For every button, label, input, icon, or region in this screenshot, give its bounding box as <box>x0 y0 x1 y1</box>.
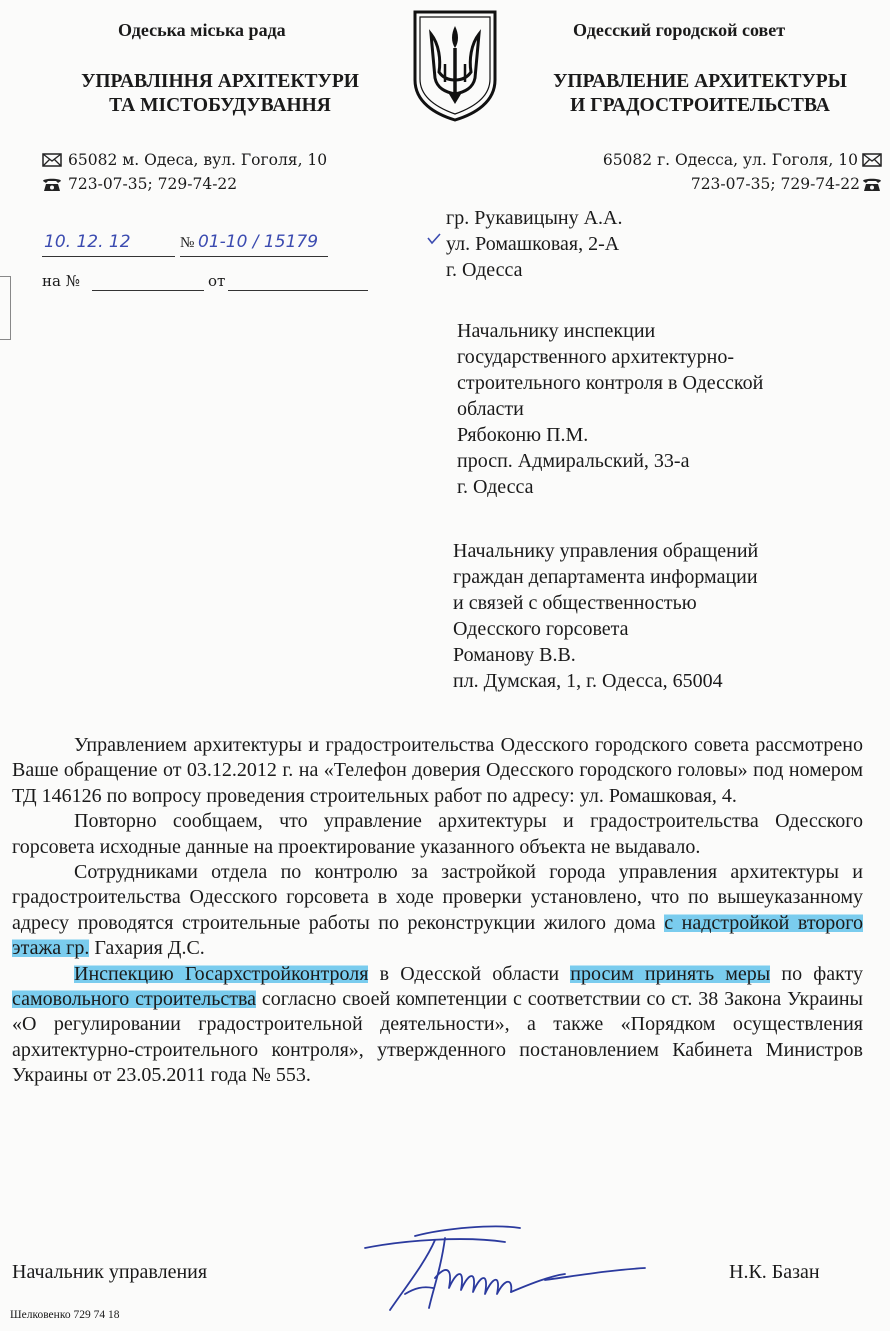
paragraph-4-text-b: по факту <box>770 962 864 985</box>
paragraph-3-text-b: Гахария Д.С. <box>89 937 205 960</box>
envelope-icon <box>42 153 62 167</box>
recipient-3-line: граждан департамента информации <box>453 566 758 588</box>
right-department-line1: УПРАВЛЕНИЕ АРХИТЕКТУРЫ <box>553 71 847 92</box>
recipient-3-line: Начальнику управления обращений <box>453 540 759 562</box>
recipient-2-line: области <box>457 398 524 420</box>
recipient-2-line: г. Одесса <box>457 476 534 498</box>
registration-date: 10. 12. 12 <box>44 232 131 252</box>
executor-note: Шелковенко 729 74 18 <box>10 1309 120 1321</box>
recipient-2-line: просп. Адмиральский, 33-а <box>457 450 690 472</box>
telephone-icon <box>862 177 882 192</box>
registration-number: 01-10 / 15179 <box>198 232 319 252</box>
envelope-icon <box>862 153 882 167</box>
highlighted-text: просим принять меры <box>570 962 771 985</box>
reference-line <box>42 272 328 294</box>
check-mark <box>427 232 441 250</box>
registration-number-line <box>180 232 328 257</box>
handwritten-signature <box>345 1218 665 1323</box>
coat-of-arms-trident <box>411 8 499 127</box>
right-phones: 723-07-35; 729-74-22 <box>690 175 860 193</box>
reference-date-blank <box>228 290 368 291</box>
recipient-1-line: гр. Рукавицыну А.А. <box>446 207 623 229</box>
recipient-2-line: государственного архитектурно- <box>457 346 735 368</box>
highlighted-text: самовольного строительства <box>12 988 257 1011</box>
paragraph-2: Повторно сообщаем, что управление архитектуры и градостроительства Одесского горсовета исходные данные на проектирование указанного объекта не выдавало. <box>12 810 863 858</box>
recipient-3-line: Одесского горсовета <box>453 618 629 640</box>
paragraph-4 <box>12 962 863 1089</box>
telephone-icon <box>42 177 62 192</box>
registration-date-line <box>42 232 175 257</box>
left-address: 65082 м. Одеса, вул. Гоголя, 10 <box>68 151 328 169</box>
recipient-3 <box>453 538 758 694</box>
letter-body <box>12 733 863 1089</box>
right-department-title <box>510 70 890 118</box>
registration-number-prefix: № <box>180 235 195 251</box>
right-city-name: Одесский городской совет <box>573 20 786 40</box>
left-phones: 723-07-35; 729-74-22 <box>68 175 238 193</box>
recipient-2-line: Начальнику инспекции <box>457 320 656 342</box>
left-department-line2: ТА МІСТОБУДУВАННЯ <box>109 95 331 116</box>
reference-number-label: на № <box>42 272 80 290</box>
right-department-line2: И ГРАДОСТРОИТЕЛЬСТВА <box>570 95 830 116</box>
recipient-1-line: ул. Ромашковая, 2-А <box>446 233 620 255</box>
recipient-3-line: пл. Думская, 1, г. Одесса, 65004 <box>453 670 723 692</box>
highlighted-text: с надстройкой второго этажа гр. <box>12 911 864 960</box>
right-contacts <box>603 148 882 196</box>
recipient-3-line: Романову В.В. <box>453 644 576 666</box>
paragraph-4-text-c: согласно своей компетенции с соответствии со ст. 38 Закона Украины «О регулировании градостроительной деятельности», а также «Порядком осуществления архитектурно-строительного контроля», утвержденного постановлением Кабинета Министров Украины от 23.05.2011 года № 553. <box>12 988 863 1087</box>
right-address: 65082 г. Одесса, ул. Гоголя, 10 <box>602 151 858 169</box>
left-department-title <box>40 70 400 118</box>
reference-from-label: от <box>208 272 226 290</box>
recipient-1-line: г. Одесса <box>446 259 523 281</box>
left-department-line1: УПРАВЛІННЯ АРХІТЕКТУРИ <box>81 71 359 92</box>
paragraph-3-text-a: Сотрудниками отдела по контролю за застройкой города управления архитектуры и градостроительства Одесского горсовета в ходе проверки установлено, что по вышеуказанному адресу проводятся строительные работы по реконструкции жилого дома <box>12 861 863 934</box>
paragraph-3 <box>12 860 863 962</box>
paragraph-4-text-a: в Одесской области <box>368 962 571 985</box>
signatory-name: Н.К. Базан <box>729 1261 820 1283</box>
highlighted-text: Инспекцию Госархстройконтроля <box>74 962 369 985</box>
reference-number-blank <box>92 290 204 291</box>
left-contacts <box>42 148 327 196</box>
recipient-2-line: Рябоконю П.М. <box>457 424 589 446</box>
recipient-3-line: и связей с общественностью <box>453 592 697 614</box>
signatory-title: Начальник управления <box>12 1261 208 1283</box>
paragraph-1: Управлением архитектуры и градостроительства Одесского городского совета рассмотрено Ваше обращение от 03.12.2012 г. на «Телефон доверия Одесского городского головы» под номером ТД 146126 по вопросу проведения строительных работ по адресу: ул. Ромашковая, 4. <box>12 734 863 807</box>
punch-margin-mark <box>0 276 11 340</box>
recipient-1 <box>446 205 623 283</box>
left-city-name: Одеська міська рада <box>118 20 286 40</box>
recipient-2-line: строительного контроля в Одесской <box>457 372 764 394</box>
recipient-2 <box>457 318 763 500</box>
